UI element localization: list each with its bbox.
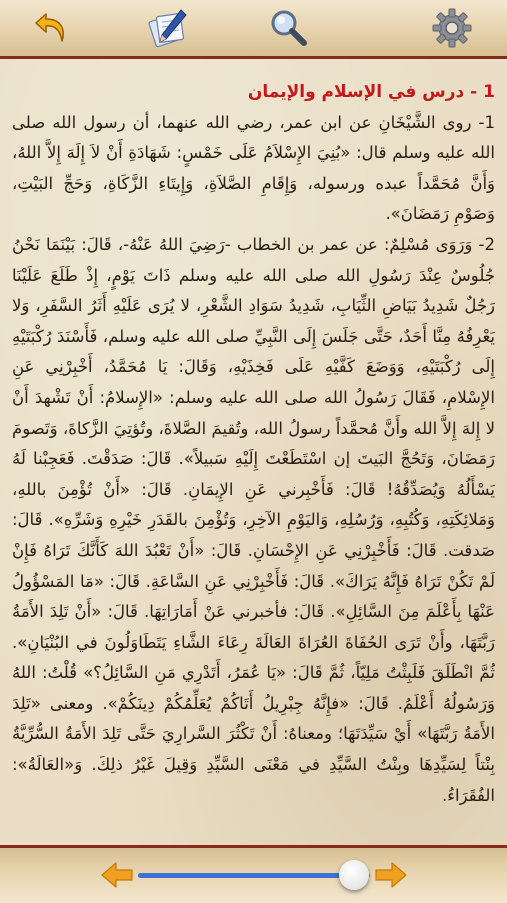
slider-thumb[interactable] (339, 860, 369, 890)
arrow-right-icon[interactable] (374, 860, 408, 890)
bottom-toolbar (0, 845, 507, 903)
pen-paper-icon (146, 6, 190, 50)
back-button[interactable] (30, 6, 74, 50)
reading-pane[interactable] (0, 59, 507, 845)
undo-arrow-icon (32, 8, 72, 48)
gear-icon (431, 7, 473, 49)
arrow-left-icon[interactable] (100, 860, 134, 890)
page-slider[interactable] (138, 873, 370, 878)
paragraph-2: 2- وَرَوَى مُسْلِمٌ: عن عمر بن الخطاب -رَضِيَ اللهُ عَنْهُ-، قَالَ: بَيْنَمَا نَحْنُ جُلُوسٌ عِنْدَ رَسُولِ الله صلى الله عليه وسلم ذَاتَ يَوْمٍ، إِذْ طَلَعَ عَلَيْنَا رَجُلٌ شَدِيدُ بَيَاضِ الثِّيَابِ، شَدِيدُ سَوَادِ الشَّعْرِ، لا يُرَى عَلَيْهِ أَثَرُ السَّفَرِ، وَلا يَعْرِفُهُ مِنَّا أَحَدٌ، حَتَّى جَلَسَ إِلَى النَّبِيِّ صلى الله عليه وسلم، فَأَسْنَدَ رُكْبَتَيْهِ إِلَى رُكْبَتَيْهِ، وَوَضَعَ كَفَّيْهِ عَلَى فَخِذَيْهِ، وَقَالَ: يَا مُحَمَّدُ، أَخْبِرْنِي عَنِ الإِسْلامِ، فَقَالَ رَسُولُ الله صلى الله عليه وسلم: «الإِسلامُ: أَنْ تَشْهدَ أَنْ لا إِلهَ إِلاَّ الله وأَنَّ مُحمَّداً رسولُ الله، وتُقيمَ الصَّلاةَ، وتُؤتِيَ الزَّكاةَ، وَتَصومَ رَمَضَانَ، وَتَحُجَّ البَيتَ إن اسْتَطَعْتَ إِلَيْهِ سَبيلاً». قَالَ: صَدَقْتَ. فَعَجِبْنا لَهُ يَسْأَلُهُ وَيُصَدِّقُهُ! قَالَ: فَأَخْبِرني عَنِ الإِيمَانِ. قَالَ: «أَنْ تُؤْمِنَ باللهِ، وَمَلائِكَتِهِ، وَكُتُبِهِ، وَرُسُلِهِ، وَاليَوْمِ الآخِرِ، وَتُؤْمِنَ بالقَدَرِ خَيْرِهِ وَشَرِّهِ». قَالَ: صَدقت. قَالَ: فَأَخْبِرْنِي عَنِ الإِحْسَانِ. قَالَ: «أَنْ تَعْبُدَ اللهَ كَأَنَّكَ تَرَاهُ فَإِنْ لَمْ تَكُنْ تَرَاهُ فَإِنَّهُ يَرَاكَ». قَالَ: فَأَخْبِرْنِي عَنِ السَّاعَةِ. قَالَ: «مَا المَسْؤُولُ عَنْهَا بِأَعْلَمَ مِنَ السَّائِلِ». قَالَ: فأخبرني عَنْ أَمَارَاتِهَا. قَالَ: «أَنْ تَلِدَ الأَمَةُ رَبَّتَهَا، وأَنْ تَرَى الحُفَاةَ العُرَاةَ العَالَةَ رِعَاءَ الشَّاءِ يَتَطَاوَلُونَ في البُنْيَانِ». ثُمَّ انْطَلَقَ فَلَبِثْتُ مَلِيّاً، ثُمَّ قَالَ: «يَا عُمَرُ، أَتَدْرِي مَنِ السَّائِلُ؟» قُلْتُ: اللهُ وَرَسُولُهُ أَعْلَمُ. قَالَ: «فإِنَّهُ جِبْرِيلُ أَتَاكُمْ يُعَلِّمُكُمْ دِينَكُمْ». ومعنى «تَلِدَ الأَمَةُ رَبَّتَهَا» أَيْ سَيِّدَتَهَا؛ ومعناهُ: أَنْ تَكْثُرَ السَّرارِيَ حَتَّى تَلِدَ الأَمَةُ السُّرِّيَّةُ بِنْتاً لِسَيِّدِهَا وبِنْتُ السَّيِّدِ في مَعْنَى السَّيِّدِ وَقِيلَ غَيْرُ ذلِكَ. وَ«العَالَةُ»: الفُقَرَاءُ. (12, 234, 495, 805)
slider-fill (138, 873, 354, 878)
top-toolbar (0, 0, 507, 59)
article-body (12, 77, 495, 811)
article-title: 1 - درس في الإسلام والإيمان (247, 82, 495, 102)
settings-button[interactable] (430, 6, 474, 50)
notes-button[interactable] (146, 6, 190, 50)
search-button[interactable] (266, 6, 310, 50)
paragraph-1: 1- روى الشَّيْخَانِ عن ابن عمر، رضي الله عنهما، أن رسول الله صلى الله عليه وسلم قال: «بُنِيَ الإِسْلاَمُ عَلَى خَمْسٍ: شَهَادَةِ أَنْ لاَ إِلَهَ إِلاَّ اللهُ، وَأَنَّ مُحَمَّداً عبده ورسوله، وَإِقَامِ الصَّلاَةِ، وَإِيتَاءِ الزَّكَاةِ، وَحَجِّ البَيْتِ، وَصَوْمِ رَمَضَانَ». (12, 112, 495, 224)
magnifier-icon (267, 7, 309, 49)
